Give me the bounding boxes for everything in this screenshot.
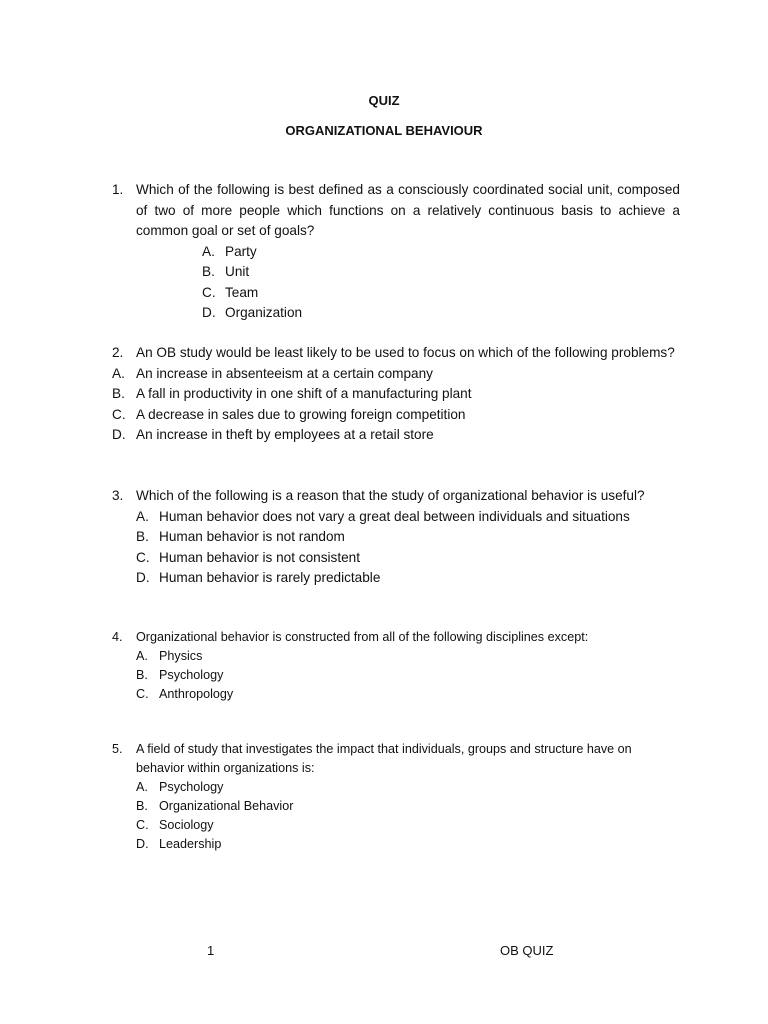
option-text: Party — [225, 243, 257, 259]
option-text: Anthropology — [159, 687, 234, 701]
option-text: Psychology — [159, 780, 224, 794]
option-item — [202, 283, 680, 304]
option-letter: B. — [136, 529, 149, 544]
option-letter: B. — [136, 799, 148, 813]
option-item — [202, 262, 680, 283]
option-text: Human behavior does not vary a great deal between individuals and situations — [159, 508, 630, 524]
question-number: 3. — [112, 488, 124, 503]
option-text: Organization — [225, 305, 303, 320]
question-2 — [112, 343, 680, 446]
option-text: Physics — [159, 649, 203, 663]
option-list — [112, 242, 680, 324]
option-item — [136, 666, 680, 685]
option-item — [136, 548, 680, 569]
question-text: Which of the following is a reason that the study of organizational behavior is useful? — [136, 488, 645, 503]
option-item — [112, 425, 680, 446]
option-letter: B. — [202, 264, 215, 279]
question-number: 4. — [112, 630, 123, 644]
option-text: Sociology — [159, 818, 214, 832]
option-letter: B. — [112, 386, 125, 401]
page-subtitle: ORGANIZATIONAL BEHAVIOUR — [285, 123, 483, 138]
option-letter: C. — [136, 549, 150, 565]
option-text: Human behavior is not random — [159, 529, 345, 544]
option-letter: D. — [202, 305, 216, 320]
option-letter: A. — [136, 649, 148, 663]
option-item — [136, 685, 680, 704]
option-letter: C. — [136, 687, 149, 701]
option-letter: D. — [136, 837, 149, 851]
option-letter: D. — [112, 427, 126, 442]
page-number: 1 — [207, 943, 215, 958]
question-5 — [112, 740, 680, 854]
option-text: An increase in absenteeism at a certain company — [136, 365, 433, 381]
option-item — [136, 568, 680, 589]
option-text: An increase in theft by employees at a retail store — [136, 427, 434, 442]
option-item — [202, 303, 680, 324]
option-item — [136, 527, 680, 548]
option-list — [112, 507, 680, 589]
question-number: 2. — [112, 345, 124, 360]
option-letter: C. — [136, 818, 149, 832]
option-text: Organizational Behavior — [159, 799, 294, 813]
option-text: Human behavior is rarely predictable — [159, 570, 381, 585]
question-number: 1. — [112, 182, 124, 197]
option-text: Leadership — [159, 837, 222, 851]
footer-label: OB QUIZ — [500, 943, 554, 958]
option-letter: A. — [136, 780, 148, 794]
question-text: A field of study that investigates the impact that individuals, groups and structure have on behavior within organizations is: — [136, 742, 632, 775]
option-letter: A. — [136, 508, 149, 524]
option-text: A fall in productivity in one shift of a manufacturing plant — [136, 386, 472, 401]
question-text: Which of the following is best defined as a consciously coordinated social unit, composed of two of more people which functions on a relatively continuous basis to achieve a common goal or set of goals? — [136, 182, 680, 238]
option-item — [112, 364, 680, 385]
option-letter: C. — [202, 284, 216, 300]
option-item — [136, 835, 680, 854]
option-text: A decrease in sales due to growing foreign competition — [136, 406, 466, 422]
option-item — [202, 242, 680, 263]
page-title: QUIZ — [368, 93, 400, 108]
question-3 — [112, 486, 680, 589]
option-list — [112, 647, 680, 704]
question-4 — [112, 628, 680, 704]
option-item — [112, 405, 680, 426]
option-text: Unit — [225, 264, 250, 279]
question-text: Organizational behavior is constructed from all of the following disciplines except: — [136, 630, 589, 644]
option-list — [112, 778, 680, 854]
option-letter: C. — [112, 406, 126, 422]
option-letter: D. — [136, 570, 150, 585]
option-item — [136, 647, 680, 666]
question-1 — [112, 180, 680, 324]
option-text: Human behavior is not consistent — [159, 549, 360, 565]
question-number: 5. — [112, 742, 123, 756]
option-letter: A. — [112, 365, 125, 381]
option-item — [136, 507, 680, 528]
option-item — [136, 797, 680, 816]
option-letter: A. — [202, 243, 215, 259]
option-item — [112, 384, 680, 405]
option-item — [136, 816, 680, 835]
option-text: Team — [225, 284, 259, 300]
question-text: An OB study would be least likely to be used to focus on which of the following problems? — [136, 345, 675, 360]
option-item — [136, 778, 680, 797]
option-text: Psychology — [159, 668, 224, 682]
option-letter: B. — [136, 668, 148, 682]
